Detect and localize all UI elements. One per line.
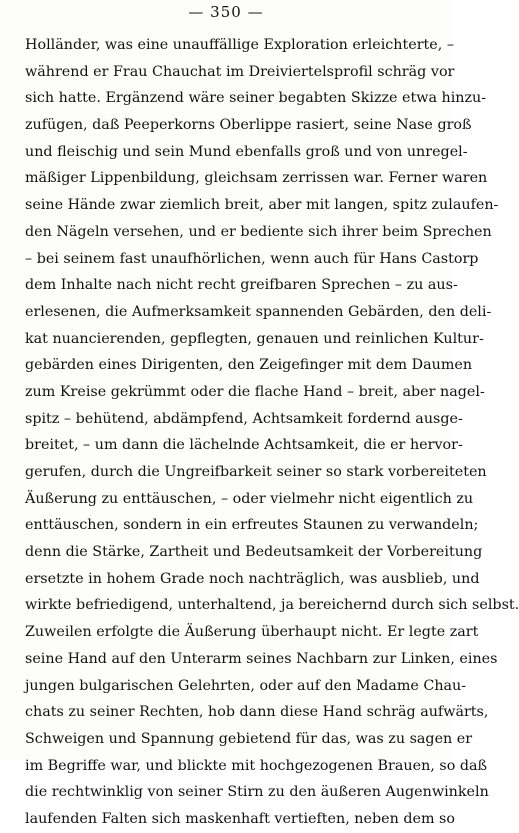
text-line: sich hatte. Ergänzend wäre seiner begabten Skizze etwa hinzu- <box>25 90 487 107</box>
text-line: und fleischig und sein Mund ebenfalls groß und von unregel- <box>25 143 468 160</box>
text-line: laufenden Falten sich maskenhaft vertieften, neben dem so <box>25 810 456 827</box>
text-line: Schweigen und Spannung gebietend für das, was zu sagen er <box>25 730 473 747</box>
text-line: mäßiger Lippenbildung, gleichsam zerrissen war. Ferner waren <box>25 170 488 187</box>
text-line: – bei seinem fast unaufhörlichen, wenn auch für Hans Castorp <box>25 250 479 267</box>
text-line: enttäuschen, sondern in ein erfreutes Staunen zu verwandeln; <box>25 517 479 534</box>
text-line: denn die Stärke, Zartheit und Bedeutsamkeit der Vorbereitung <box>25 544 483 561</box>
text-line: breitet, – um dann die lächelnde Achtsamkeit, die er hervor- <box>25 437 463 454</box>
text-line: Holländer, was eine unauffällige Exploration erleichterte, – <box>25 37 454 53</box>
text-line: chats zu seiner Rechten, hob dann diese Hand schräg aufwärts, <box>25 704 489 721</box>
text-line: den Nägeln versehen, und er bediente sich ihrer beim Sprechen <box>25 223 492 240</box>
text-line: seine Hände zwar ziemlich breit, aber mit langen, spitz zulaufen- <box>25 197 499 214</box>
text-line: seine Hand auf den Unterarm seines Nachbarn zur Linken, eines <box>25 650 498 667</box>
text-line: wirkte befriedigend, unterhaltend, ja bereichernd durch sich selbst. <box>25 597 519 614</box>
text-line: Äußerung zu enttäuschen, – oder vielmehr nicht eigentlich zu <box>25 490 474 507</box>
text-line: kat nuancierenden, gepflegten, genauen und reinlichen Kultur- <box>25 330 484 347</box>
page-number: — 350 — <box>188 3 264 21</box>
text-line: jungen bulgarischen Gelehrten, oder auf den Madame Chau- <box>25 677 467 694</box>
text-line: Zuweilen erfolgte die Äußerung überhaupt nicht. Er legte zart <box>25 624 479 641</box>
text-line: zum Kreise gekrümmt oder die flache Hand – breit, aber nagel- <box>25 383 485 400</box>
text-line: spitz – behütend, abdämpfend, Achtsamkeit fordernd ausge- <box>25 410 463 427</box>
text-line: gebärden eines Dirigenten, den Zeigefinger mit dem Daumen <box>25 357 473 374</box>
text-line: dem Inhalte nach nicht recht greifbaren Sprechen – zu aus- <box>25 277 458 294</box>
text-line: die rechtwinklig von seiner Stirn zu den äußeren Augenwinkeln <box>25 784 489 801</box>
text-line: erlesenen, die Aufmerksamkeit spannenden Gebärden, den deli- <box>25 303 492 320</box>
text-line: im Begriffe war, und blickte mit hochgezogenen Brauen, so daß <box>25 757 488 774</box>
text-line: ersetzte in hohem Grade noch nachträglich, was ausblieb, und <box>25 570 480 587</box>
text-line: während er Frau Chauchat im Dreiviertelsprofil schräg vor <box>25 63 455 80</box>
body-text <box>25 32 519 833</box>
text-line: zufügen, daß Peeperkorns Oberlippe rasiert, seine Nase groß <box>25 117 472 134</box>
text-line: gerufen, durch die Ungreifbarkeit seiner so stark vorbereiteten <box>25 464 487 480</box>
